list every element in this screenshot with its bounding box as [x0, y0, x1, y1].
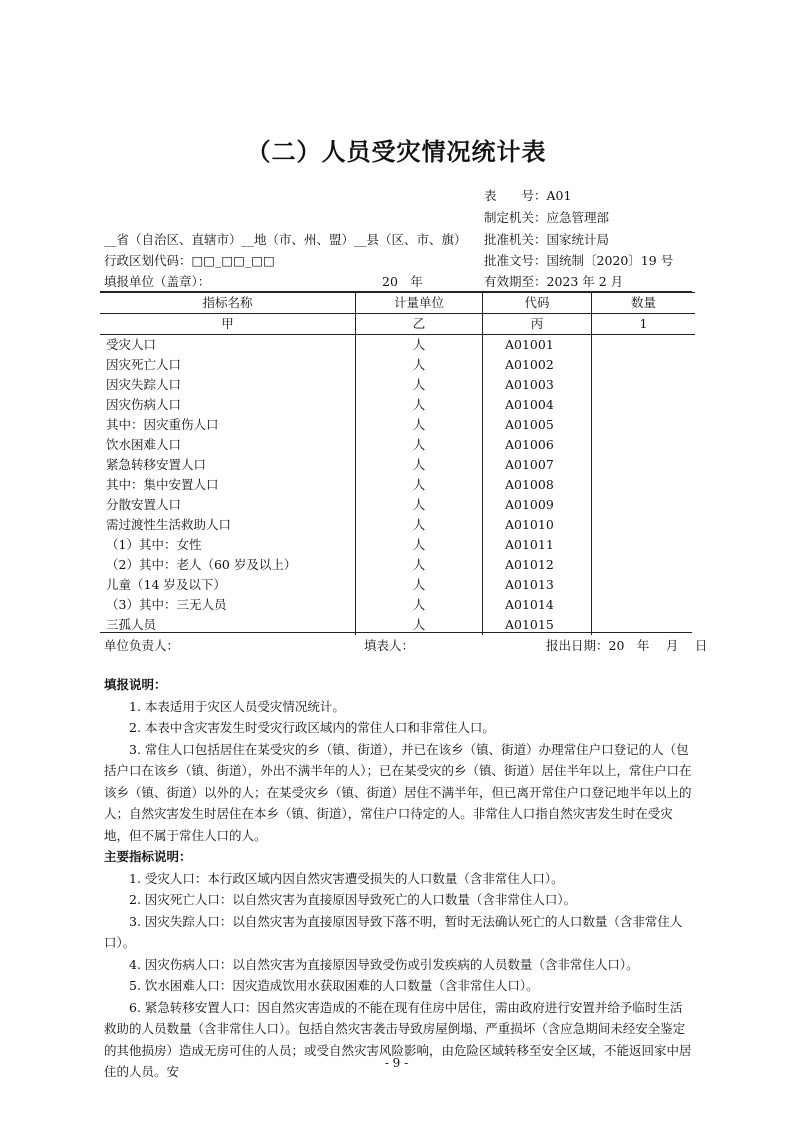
row-code: A01005 [483, 415, 592, 435]
subheader-unit: 乙 [356, 314, 483, 335]
row-name: 因灾死亡人口 [106, 357, 182, 372]
table-row [100, 335, 695, 356]
unit-responsible: 单位负责人： [104, 638, 180, 653]
row-name: 儿童（14 岁及以下） [106, 577, 226, 592]
row-quantity[interactable] [592, 335, 696, 356]
row-name: 饮水困难人口 [106, 437, 182, 452]
form-number: 表 号：A01 [484, 188, 572, 203]
row-unit: 人 [356, 495, 483, 515]
page-number: - 9 - [384, 1056, 409, 1070]
note-item: 3. 常住人口包括居住在某受灾的乡（镇、街道），并已在该乡（镇、街道）办理常住户口登记的人（包括户口在该乡（镇、街道），外出不满半年的人）；已在某受灾的乡（镇、街道）居住半年以上，常住户口在该乡（镇、街道）以外的人；在某受灾乡（镇、街道）居住不满半年，但已离开常住户口登记地半年以上的人；自然灾害发生时居住在本乡（镇、街道），常住户口待定的人。非常住人口指自然灾害发生时在受灾地，但不属于常住人口的人。 [104, 741, 692, 843]
note-item: 5. 饮水困难人口：因灾造成饮用水获取困难的人口数量（含非常住人口）。 [129, 978, 539, 993]
row-code: A01004 [483, 395, 592, 415]
statistics-table [100, 292, 695, 635]
row-quantity[interactable] [592, 475, 696, 495]
valid-until: 有效期至：2023 年 2 月 [484, 274, 624, 289]
notes-section [104, 674, 692, 1083]
form-filler: 填表人： [364, 638, 415, 653]
row-code: A01012 [483, 555, 592, 575]
row-unit: 人 [356, 415, 483, 435]
row-unit: 人 [356, 355, 483, 375]
row-name: 需过渡性生活救助人口 [106, 517, 232, 532]
table-row [100, 375, 695, 395]
row-name: （3）其中：三无人员 [106, 597, 227, 612]
header-indicator: 指标名称 [100, 293, 356, 314]
table-row [100, 455, 695, 475]
note-item: 6. 紧急转移安置人口：因自然灾害造成的不能在现有住房中居住，需由政府进行安置并给予临时生活救助的人员数量（含非常住人口）。包括自然灾害袭击导致房屋倒塌、严重损坏（含应急期间未经安全鉴定的其他损房）造成无房可住的人员；或受自然灾害风险影响，由危险区域转移至安全区域，不能返回家中居住的人员。安 [104, 999, 692, 1079]
row-quantity[interactable] [592, 415, 696, 435]
row-quantity[interactable] [592, 395, 696, 415]
table-row [100, 575, 695, 595]
row-name: 因灾伤病人口 [106, 397, 182, 412]
row-name: （2）其中：老人（60 岁及以上） [106, 557, 297, 572]
issuing-authority: 制定机关：应急管理部 [484, 210, 610, 225]
header-unit: 计量单位 [356, 293, 483, 314]
row-quantity[interactable] [592, 535, 696, 555]
table-row [100, 555, 695, 575]
row-name: 其中：因灾重伤人口 [106, 417, 219, 432]
row-unit: 人 [356, 515, 483, 535]
row-code: A01007 [483, 455, 592, 475]
row-code: A01010 [483, 515, 592, 535]
indicator-notes-list [104, 868, 692, 1083]
row-quantity[interactable] [592, 355, 696, 375]
header-quantity: 数量 [592, 293, 696, 314]
subheader-code: 丙 [483, 314, 592, 335]
row-code: A01003 [483, 375, 592, 395]
row-unit: 人 [356, 375, 483, 395]
report-year: 20 年 [382, 274, 423, 289]
table-row [100, 535, 695, 555]
row-name: 三孤人员 [106, 617, 157, 632]
row-unit: 人 [356, 555, 483, 575]
table-row [100, 515, 695, 535]
table-top-border [100, 291, 692, 292]
table-row [100, 395, 695, 415]
note-item: 1. 本表适用于灾区人员受灾情况统计。 [129, 698, 345, 714]
row-quantity[interactable] [592, 555, 696, 575]
row-name: 其中：集中安置人口 [106, 477, 219, 492]
note-item: 3. 因灾失踪人口：以自然灾害为直接原因导致下落不明，暂时无法确认死亡的人口数量（含非常住人口）。 [104, 913, 683, 950]
region-code: 行政区划代码：□□_□□_□□ [104, 253, 275, 268]
row-quantity[interactable] [592, 375, 696, 395]
table-row [100, 595, 695, 615]
approving-authority: 批准机关：国家统计局 [484, 232, 610, 247]
row-unit: 人 [356, 395, 483, 415]
table-bottom-border [100, 632, 692, 633]
approval-document: 批准文号：国统制〔2020〕19 号 [484, 253, 674, 268]
row-name: 受灾人口 [106, 337, 157, 352]
row-code: A01006 [483, 435, 592, 455]
subheader-quantity: 1 [592, 314, 696, 335]
row-unit: 人 [356, 435, 483, 455]
row-unit: 人 [356, 335, 483, 356]
note-item: 2. 因灾死亡人口：以自然灾害为直接原因导致死亡的人口数量（含非常住人口）。 [129, 892, 577, 907]
table-body [100, 335, 695, 636]
row-code: A01011 [483, 535, 592, 555]
row-code: A01002 [483, 355, 592, 375]
row-quantity[interactable] [592, 515, 696, 535]
reporting-unit: 填报单位（盖章）： [104, 274, 211, 289]
table-row [100, 415, 695, 435]
row-quantity[interactable] [592, 595, 696, 615]
row-unit: 人 [356, 595, 483, 615]
row-code: A01015 [483, 615, 592, 635]
row-code: A01014 [483, 595, 592, 615]
fill-instructions-heading: 填报说明： [104, 677, 167, 692]
table-row [100, 475, 695, 495]
note-item: 2. 本表中含灾害发生时受灾行政区域内的常住人口和非常住人口。 [129, 720, 495, 735]
fill-instructions-list [104, 696, 692, 847]
table-row [100, 435, 695, 455]
row-quantity[interactable] [592, 455, 696, 475]
table-row [100, 495, 695, 515]
row-unit: 人 [356, 475, 483, 495]
row-quantity[interactable] [592, 575, 696, 595]
row-unit: 人 [356, 615, 483, 635]
row-name: 因灾失踪人口 [106, 377, 182, 392]
row-quantity[interactable] [592, 435, 696, 455]
row-code: A01013 [483, 575, 592, 595]
row-unit: 人 [356, 575, 483, 595]
row-code: A01008 [483, 475, 592, 495]
indicator-notes-heading: 主要指标说明： [104, 849, 192, 864]
note-item: 1. 受灾人口：本行政区域内因自然灾害遭受损失的人口数量（含非常住人口）。 [129, 870, 564, 886]
region-line: __省（自治区、直辖市）__地（市、州、盟）__县（区、市、旗） [104, 232, 467, 247]
row-unit: 人 [356, 455, 483, 475]
row-unit: 人 [356, 535, 483, 555]
subheader-indicator: 甲 [100, 314, 356, 335]
header-code: 代码 [483, 293, 592, 314]
note-item: 4. 因灾伤病人口：以自然灾害为直接原因导致受伤或引发疾病的人员数量（含非常住人口）。 [129, 956, 639, 972]
row-name: （1）其中：女性 [106, 537, 202, 552]
row-name: 分散安置人口 [106, 497, 182, 512]
report-date: 报出日期：20 年 月 日 [546, 638, 708, 653]
row-code: A01001 [483, 335, 592, 356]
row-name: 紧急转移安置人口 [106, 457, 207, 472]
table-row [100, 355, 695, 375]
page-title: （二）人员受灾情况统计表 [246, 138, 547, 166]
row-quantity[interactable] [592, 495, 696, 515]
row-code: A01009 [483, 495, 592, 515]
